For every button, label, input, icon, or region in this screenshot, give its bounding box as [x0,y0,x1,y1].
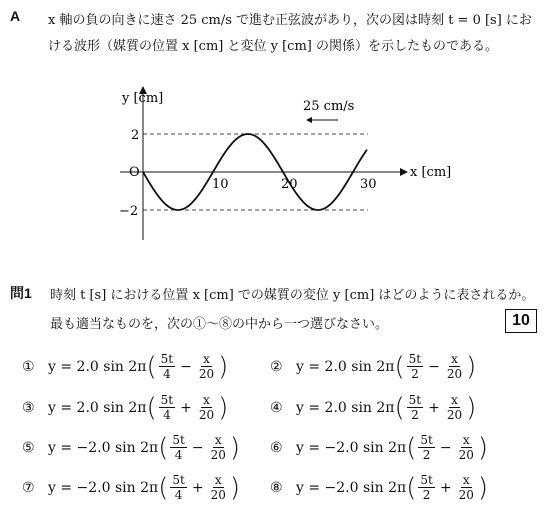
choice-prefix: y = −2.0 sin 2π [48,439,159,456]
time-numerator: 5t [172,433,185,447]
position-fraction [445,393,464,422]
answer-number-box: 10 [505,309,537,333]
right-paren: ) [229,472,241,503]
time-denominator: 2 [422,488,431,502]
x-axis-arrow [400,168,408,176]
choice-prefix: y = 2.0 sin 2π [296,358,395,375]
time-fraction [159,393,175,422]
choice-option[interactable] [270,433,488,462]
choice-option[interactable] [22,433,240,462]
time-fraction [407,393,423,422]
left-paren: ( [406,432,417,463]
position-denominator: 20 [446,408,463,422]
position-numerator: x [203,393,210,407]
position-numerator: x [451,393,458,407]
left-paren: ( [394,351,405,382]
choice-operator: + [180,399,192,416]
time-denominator: 4 [163,408,171,422]
left-paren: ( [406,472,417,503]
right-paren: ) [477,472,489,503]
position-numerator: x [214,473,222,487]
position-denominator: 20 [198,367,215,381]
choice-prefix: y = 2.0 sin 2π [296,399,395,416]
choice-number: ④ [270,399,283,416]
position-numerator: x [462,473,470,487]
x-tick-30: 30 [360,177,377,192]
wave-graph [100,80,460,250]
choice-number: ① [22,358,35,375]
choice-operator: − [191,439,204,456]
choice-option[interactable] [270,473,488,502]
choice-number: ⑦ [22,479,35,496]
position-fraction [457,433,476,462]
choice-number: ② [270,358,283,375]
y-tick-2: 2 [131,128,140,143]
time-fraction [407,352,423,381]
time-fraction [170,473,186,502]
left-paren: ( [394,392,405,423]
position-fraction [197,393,216,422]
time-numerator: 5t [420,473,433,487]
choice-operator: − [180,358,192,375]
right-paren: ) [466,351,477,382]
right-paren: ) [477,432,489,463]
choice-operator: − [439,439,452,456]
position-fraction [457,473,476,502]
choice-option[interactable] [22,393,228,422]
time-denominator: 4 [174,488,183,502]
left-paren: ( [158,432,169,463]
position-denominator: 20 [458,488,474,502]
position-numerator: x [462,433,470,447]
right-paren: ) [229,432,241,463]
y-tick-neg2: −2 [119,204,139,219]
time-denominator: 4 [174,448,183,462]
position-numerator: x [214,433,222,447]
position-denominator: 20 [446,367,463,381]
x-tick-10: 10 [212,177,229,192]
left-paren: ( [146,351,157,382]
right-paren: ) [218,392,229,423]
intro-text-line2: ける波形（媒質の位置 x [cm] と変位 y [cm] の関係）を示したものである。 [48,39,498,54]
choice-prefix: y = 2.0 sin 2π [48,358,147,375]
choice-prefix: y = 2.0 sin 2π [48,399,147,416]
time-numerator: 5t [160,352,174,366]
time-numerator: 5t [172,473,185,487]
position-denominator: 20 [210,488,226,502]
position-numerator: x [451,352,458,366]
position-numerator: x [203,352,210,366]
y-axis-label: y [cm] [122,91,164,106]
choice-option[interactable] [22,473,240,502]
time-numerator: 5t [420,433,433,447]
choice-option[interactable] [270,352,476,381]
time-denominator: 4 [163,367,171,381]
position-denominator: 20 [458,448,474,462]
position-fraction [209,433,228,462]
time-fraction [418,433,434,462]
left-paren: ( [146,392,157,423]
time-denominator: 2 [411,367,419,381]
choice-operator: + [428,399,440,416]
time-numerator: 5t [408,393,422,407]
time-fraction [418,473,434,502]
right-paren: ) [466,392,477,423]
choice-number: ⑥ [270,439,283,456]
choice-number: ⑧ [270,479,283,496]
position-fraction [209,473,228,502]
x-tick-20: 20 [281,177,298,192]
time-denominator: 2 [422,448,431,462]
x-axis-label: x [cm] [410,165,452,180]
choice-operator: − [428,358,440,375]
section-label: A [10,8,21,24]
position-denominator: 20 [198,408,215,422]
choice-option[interactable] [22,352,228,381]
choice-operator: + [191,479,204,496]
time-fraction [159,352,175,381]
choice-number: ⑤ [22,439,35,456]
choice-prefix: y = −2.0 sin 2π [296,439,407,456]
choice-number: ③ [22,399,35,416]
speed-label: 25 cm/s [303,99,355,114]
time-fraction [170,433,186,462]
question-label: 問1 [10,285,32,301]
position-denominator: 20 [210,448,226,462]
intro-text-line1: x 軸の負の向きに速さ 25 cm/s で進む正弦波があり，次の図は時刻 t = 0 [s] にお [48,13,532,28]
question-text-line2: 最も適当なものを，次の①～⑧の中から一つ選びなさい。 [50,317,389,332]
right-paren: ) [218,351,229,382]
choice-prefix: y = −2.0 sin 2π [48,479,159,496]
time-numerator: 5t [160,393,174,407]
time-numerator: 5t [408,352,422,366]
velocity-arrowhead [306,117,312,123]
choice-prefix: y = −2.0 sin 2π [296,479,407,496]
question-text-line1: 時刻 t [s] における位置 x [cm] での媒質の変位 y [cm] はどのように表されるか。 [50,288,535,303]
origin-label: O [129,165,140,180]
choice-option[interactable] [270,393,476,422]
position-fraction [197,352,216,381]
choice-operator: + [439,479,452,496]
time-denominator: 2 [411,408,419,422]
position-fraction [445,352,464,381]
left-paren: ( [158,472,169,503]
